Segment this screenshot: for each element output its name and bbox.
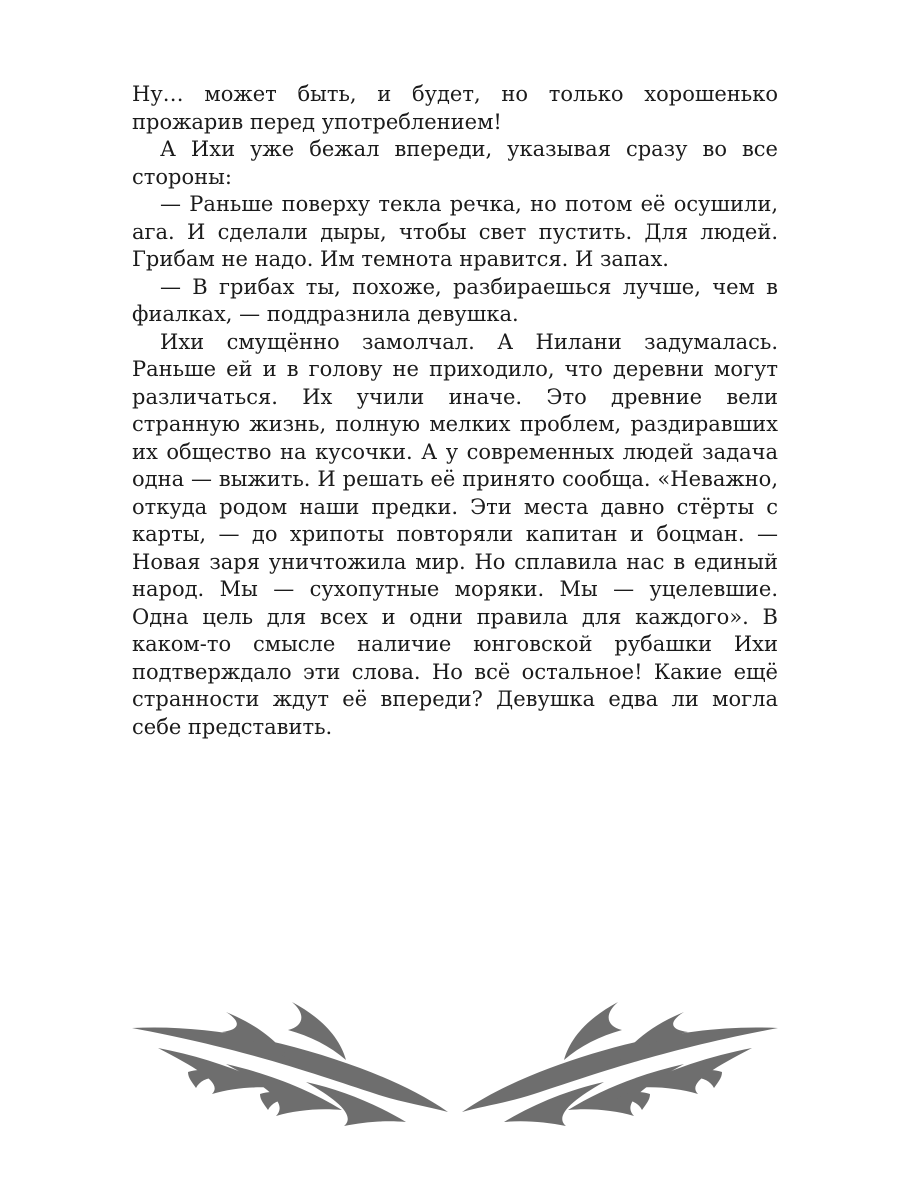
tribal-ornament-icon [130,990,780,1130]
page-body-text [132,81,778,741]
paragraph-1: Ну… может быть, и будет, но только хорошенько прожарив перед употреблением! [132,82,778,134]
paragraph-2: А Ихи уже бежал впереди, указывая сразу во все стороны: [132,137,778,189]
paragraph-3: — Раньше поверху текла речка, но потом её осушили, ага. И сделали дыры, чтобы свет пустить. Для людей. Грибам не надо. Им темнота нравится. И запах. [132,192,778,271]
paragraph-5: Ихи смущённо замолчал. А Нилани задумалась. Раньше ей и в голову не приходило, что деревни могут различаться. Их учили иначе. Это древние вели странную жизнь, полную мелких проблем, раздиравших их общество на кусочки. А у современных людей задача одна — выжить. И решать её принято сообща. «Неважно, откуда родом наши предки. Эти места давно стёрты с карты, — до хрипоты повторяли капитан и боцман. — Новая заря уничтожила мир. Но сплавила нас в единый народ. Мы — сухопутные моряки. Мы — уцелевшие. Одна цель для всех и одни правила для каждого». В каком-то смысле наличие юнговской рубашки Ихи подтверждало эти слова. Но всё остальное! Какие ещё странности ждут её впереди? Девушка едва ли могла себе представить. [132,329,778,739]
paragraph-4: — В грибах ты, похоже, разбираешься лучше, чем в фиалках, — поддразнила девушка. [132,274,778,326]
